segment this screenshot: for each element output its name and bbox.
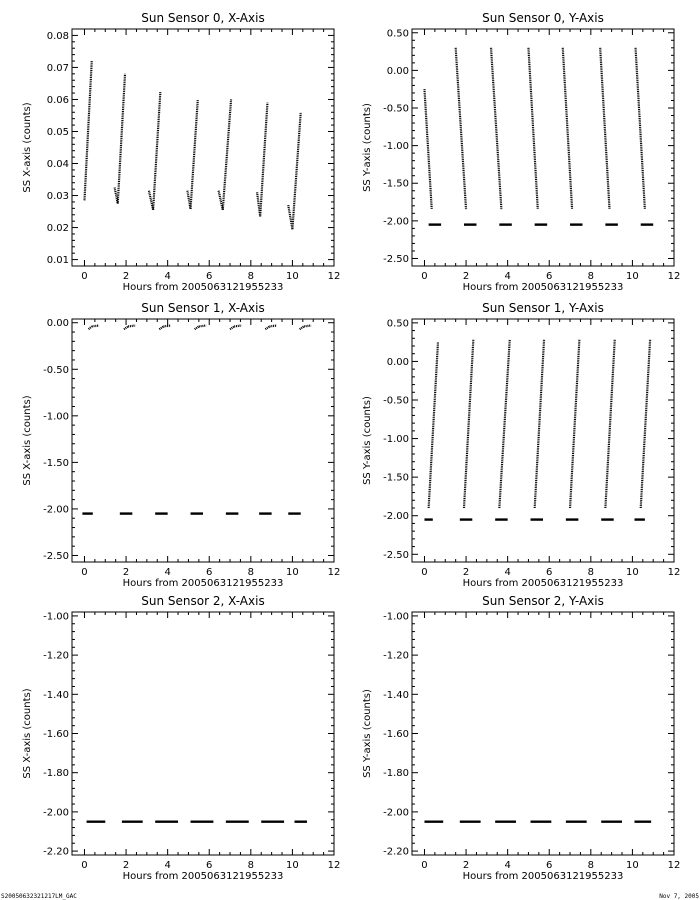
data-sweep bbox=[153, 91, 160, 209]
x-axis-label: Hours from 2005063121955233 bbox=[462, 578, 624, 589]
x-tick-label: 0 bbox=[81, 860, 88, 871]
x-tick-label: 0 bbox=[81, 567, 88, 578]
data-sweep bbox=[499, 340, 509, 508]
data-sweep bbox=[464, 340, 473, 508]
plot-frame bbox=[412, 29, 674, 266]
x-tick-label: 4 bbox=[504, 567, 511, 578]
y-tick-label: -1.60 bbox=[43, 729, 69, 740]
x-tick-label: 6 bbox=[546, 860, 553, 871]
x-tick-label: 2 bbox=[462, 271, 470, 282]
data-sweep bbox=[159, 326, 163, 329]
data-sweep bbox=[292, 112, 300, 229]
x-tick-label: 0 bbox=[421, 567, 428, 578]
data-sweep bbox=[600, 48, 609, 210]
y-tick-label: -1.00 bbox=[383, 434, 409, 446]
y-tick-label: -2.50 bbox=[383, 253, 409, 265]
data-sweep bbox=[92, 326, 99, 327]
data-sweep bbox=[570, 340, 579, 508]
y-tick-label: -0.50 bbox=[383, 103, 409, 115]
data-sweep bbox=[219, 191, 223, 210]
x-tick-label: 8 bbox=[247, 567, 255, 578]
x-tick-label: 6 bbox=[206, 860, 213, 871]
data-sweep bbox=[429, 342, 438, 508]
x-tick-label: 10 bbox=[286, 860, 299, 871]
y-tick-label: -1.50 bbox=[383, 178, 409, 190]
plot-frame bbox=[412, 319, 674, 562]
y-axis-label: SS X-axis (counts) bbox=[22, 688, 33, 779]
x-tick-label: 8 bbox=[587, 567, 595, 578]
x-tick-label: 4 bbox=[164, 271, 171, 282]
y-tick-label: -1.80 bbox=[383, 768, 409, 780]
y-tick-label: 0.06 bbox=[46, 94, 69, 106]
x-tick-label: 12 bbox=[327, 860, 341, 871]
data-sweep bbox=[191, 99, 198, 209]
y-axis-label: SS Y-axis (counts) bbox=[362, 689, 373, 778]
y-axis-label: SS Y-axis (counts) bbox=[362, 103, 373, 192]
chart-title: Sun Sensor 1, X-Axis bbox=[141, 301, 265, 315]
y-axis-label: SS X-axis (counts) bbox=[22, 102, 33, 193]
x-tick-label: 8 bbox=[587, 860, 595, 871]
y-tick-label: -2.00 bbox=[383, 216, 409, 228]
x-tick-label: 10 bbox=[286, 567, 299, 578]
y-tick-label: -1.00 bbox=[383, 611, 409, 623]
x-tick-label: 8 bbox=[587, 271, 595, 282]
data-sweep bbox=[300, 326, 304, 329]
y-tick-label: 0.01 bbox=[46, 255, 69, 267]
x-tick-label: 4 bbox=[504, 271, 511, 282]
y-tick-label: 0.00 bbox=[46, 318, 69, 330]
x-tick-label: 12 bbox=[667, 271, 681, 282]
y-tick-label: -2.20 bbox=[43, 846, 69, 858]
y-tick-label: -2.00 bbox=[383, 511, 409, 523]
x-tick-label: 12 bbox=[327, 567, 341, 578]
chart-title: Sun Sensor 0, Y-Axis bbox=[482, 11, 604, 25]
plot-frame bbox=[72, 29, 334, 266]
x-tick-label: 4 bbox=[164, 860, 171, 871]
x-tick-label: 2 bbox=[462, 860, 470, 871]
data-sweep bbox=[149, 191, 153, 210]
x-tick-label: 6 bbox=[546, 271, 553, 282]
data-sweep bbox=[288, 205, 292, 229]
footer-filename: S20050632321217LM_GAC bbox=[1, 893, 77, 900]
data-sweep bbox=[124, 326, 128, 329]
chart-panel-1 bbox=[22, 11, 340, 293]
y-tick-label: -1.60 bbox=[383, 729, 409, 740]
y-tick-label: 0.05 bbox=[46, 126, 69, 138]
y-tick-label: -1.00 bbox=[383, 141, 409, 153]
chart-title: Sun Sensor 2, X-Axis bbox=[141, 594, 265, 608]
x-tick-label: 2 bbox=[462, 567, 470, 578]
y-tick-label: -1.80 bbox=[43, 768, 69, 780]
x-tick-label: 0 bbox=[421, 860, 428, 871]
x-tick-label: 8 bbox=[247, 860, 255, 871]
chart-panel-3 bbox=[22, 301, 340, 589]
data-sweep bbox=[223, 99, 231, 209]
y-tick-label: 0.00 bbox=[386, 356, 409, 368]
y-tick-label: 0.02 bbox=[46, 223, 69, 235]
chart-title: Sun Sensor 0, X-Axis bbox=[141, 11, 265, 25]
data-sweep bbox=[636, 48, 645, 210]
y-tick-label: -1.00 bbox=[43, 611, 69, 623]
x-tick-label: 0 bbox=[421, 271, 428, 282]
data-sweep bbox=[304, 326, 311, 327]
data-sweep bbox=[84, 61, 91, 200]
y-tick-label: 0.08 bbox=[46, 30, 69, 42]
y-tick-label: -0.50 bbox=[383, 395, 409, 407]
y-tick-label: 0.07 bbox=[46, 62, 69, 74]
x-tick-label: 2 bbox=[122, 271, 130, 282]
chart-panel-5 bbox=[22, 594, 340, 882]
x-tick-label: 10 bbox=[626, 860, 639, 871]
y-axis-label: SS Y-axis (counts) bbox=[362, 396, 373, 485]
y-tick-label: -2.20 bbox=[383, 846, 409, 858]
data-sweep bbox=[641, 340, 650, 508]
chart-title: Sun Sensor 1, Y-Axis bbox=[482, 301, 604, 315]
y-tick-label: -1.20 bbox=[383, 650, 409, 662]
y-tick-label: -1.00 bbox=[43, 411, 69, 423]
data-sweep bbox=[89, 326, 92, 329]
x-axis-label: Hours from 2005063121955233 bbox=[122, 578, 284, 589]
x-axis-label: Hours from 2005063121955233 bbox=[122, 282, 284, 293]
x-tick-label: 12 bbox=[667, 567, 681, 578]
data-sweep bbox=[195, 326, 199, 329]
chart-title: Sun Sensor 2, Y-Axis bbox=[482, 594, 604, 608]
data-sweep bbox=[128, 326, 135, 327]
x-tick-label: 2 bbox=[122, 860, 130, 871]
plot-frame bbox=[412, 612, 674, 855]
chart-panel-6 bbox=[362, 594, 680, 882]
x-tick-label: 10 bbox=[626, 271, 639, 282]
y-tick-label: 0.00 bbox=[386, 65, 409, 77]
y-tick-label: -1.20 bbox=[43, 650, 69, 662]
y-tick-label: 0.50 bbox=[386, 28, 409, 40]
x-tick-label: 8 bbox=[247, 271, 255, 282]
data-sweep bbox=[456, 48, 466, 210]
chart-panel-2 bbox=[362, 11, 680, 293]
x-axis-label: Hours from 2005063121955233 bbox=[462, 282, 624, 293]
x-tick-label: 10 bbox=[626, 567, 639, 578]
plot-frame bbox=[72, 612, 334, 855]
y-tick-label: -2.00 bbox=[383, 807, 409, 819]
x-tick-label: 6 bbox=[206, 567, 213, 578]
y-tick-label: -1.50 bbox=[383, 472, 409, 484]
y-axis-label: SS X-axis (counts) bbox=[22, 395, 33, 486]
data-sweep bbox=[491, 48, 501, 210]
data-sweep bbox=[424, 89, 431, 209]
y-tick-label: -1.40 bbox=[43, 689, 69, 701]
x-tick-label: 6 bbox=[546, 567, 553, 578]
x-tick-label: 0 bbox=[81, 271, 88, 282]
data-sweep bbox=[605, 340, 614, 508]
x-tick-label: 10 bbox=[286, 271, 299, 282]
x-tick-label: 12 bbox=[327, 271, 341, 282]
x-axis-label: Hours from 2005063121955233 bbox=[122, 871, 284, 882]
x-tick-label: 6 bbox=[206, 271, 213, 282]
y-tick-label: -2.00 bbox=[43, 504, 69, 516]
y-tick-label: -2.50 bbox=[383, 549, 409, 561]
data-sweep bbox=[118, 74, 125, 204]
data-sweep bbox=[257, 192, 260, 216]
footer-date: Nov 7, 2005 bbox=[659, 893, 699, 900]
data-sweep bbox=[265, 326, 269, 329]
data-sweep bbox=[563, 48, 572, 210]
plot-frame bbox=[72, 319, 334, 562]
x-axis-label: Hours from 2005063121955233 bbox=[462, 871, 624, 882]
x-tick-label: 12 bbox=[667, 860, 681, 871]
data-sweep bbox=[163, 326, 170, 327]
y-tick-label: -0.50 bbox=[43, 364, 69, 376]
y-tick-label: 0.04 bbox=[46, 159, 69, 171]
chart-panel-4 bbox=[362, 301, 680, 589]
data-sweep bbox=[528, 48, 537, 210]
data-sweep bbox=[535, 340, 544, 508]
y-tick-label: -2.50 bbox=[43, 550, 69, 562]
data-sweep bbox=[230, 326, 234, 329]
data-sweep bbox=[260, 103, 267, 217]
data-sweep bbox=[234, 326, 241, 327]
x-tick-label: 4 bbox=[164, 567, 171, 578]
y-tick-label: -1.40 bbox=[383, 689, 409, 701]
y-tick-label: -2.00 bbox=[43, 807, 69, 819]
y-tick-label: -1.50 bbox=[43, 457, 69, 469]
data-sweep bbox=[270, 326, 277, 327]
data-sweep bbox=[199, 326, 206, 327]
y-tick-label: 0.03 bbox=[46, 191, 69, 203]
x-tick-label: 4 bbox=[504, 860, 511, 871]
y-tick-label: 0.50 bbox=[386, 318, 409, 330]
x-tick-label: 2 bbox=[122, 567, 130, 578]
